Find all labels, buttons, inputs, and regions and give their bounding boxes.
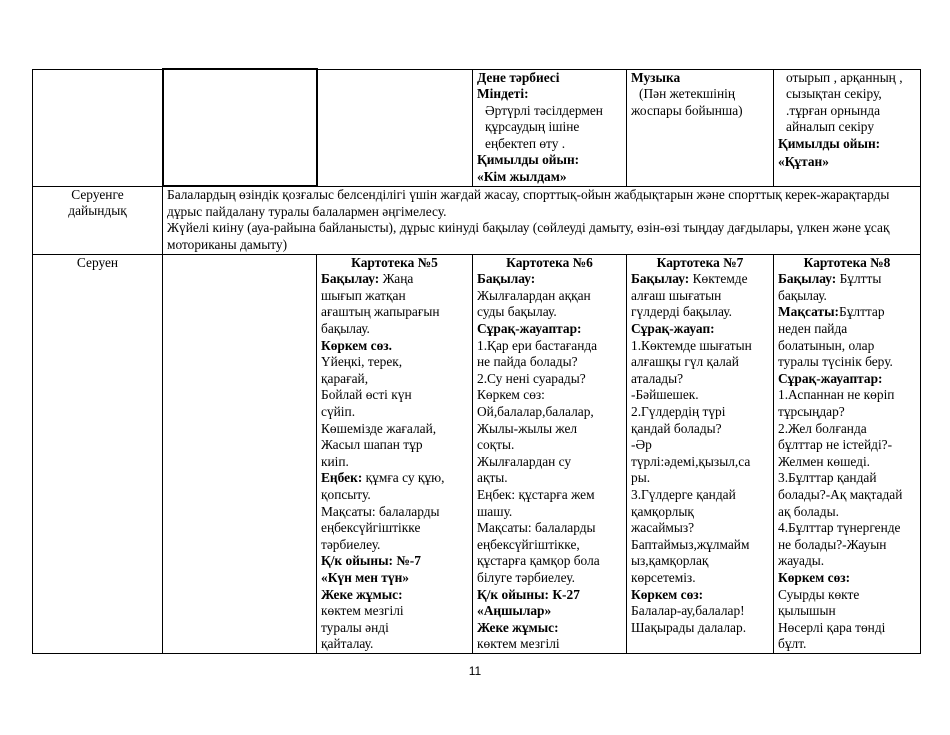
card-line: тұрсыңдар? [778,404,845,419]
card-line: көктем мезгілі [477,636,560,652]
music-line: (Пән жетекшінің [639,86,735,102]
card-line: Көркем сөз. [321,337,393,353]
card-line: киіп. [321,453,349,469]
walk-prep-text-cell [163,186,921,254]
card-line: Жылғалардан су [477,453,572,469]
card-line: Қ/к ойыны: К-27 [477,586,580,602]
card-line: болады?-Ақ мақтадай [778,486,903,502]
card-line: Балалар-ау,балалар! [631,603,745,619]
card-line: білуге тәрбиелеу. [477,569,575,585]
card-line: 1.Аспаннан не көріп [778,387,895,403]
pe-continued-cell [774,69,921,186]
card-line: «Күн мен түн» [321,569,409,585]
card-line: Жылғалардан аққан [477,287,591,303]
card-line: Шақырады далалар. [631,619,747,635]
card-line: Бақылау: Көктемде [631,271,748,287]
card-7-cell [627,254,774,653]
card-line: 2.Жел болғанда [778,420,867,436]
card-title: Картотека №8 [803,254,891,270]
pe-cont-line: отырып , арқанның , [786,69,903,85]
card-line: суды бақылау. [477,304,557,320]
card-line: Бақылау: Бұлтты [778,271,882,287]
card-line: көктем мезгілі [321,603,404,619]
card-line: 3.Гүлдерге қандай [631,486,736,502]
card-line: еңбексүйгіштікке [321,520,421,536]
card-line: Суырды көкте [778,586,860,602]
pe-line: «Кім жылдам» [477,169,567,185]
card-line: Бақылау: Жаңа [321,271,414,287]
card-line: Бойлай өсті күн [321,387,412,403]
card-title: Картотека №5 [351,254,438,270]
card-5-cell [317,254,473,653]
empty-cell [33,69,163,186]
pe-cont-line: «Құтан» [778,154,829,170]
table-row-walk-prep [33,186,921,254]
card-line: Жеке жұмыс: [321,586,403,602]
card-line: ақты. [477,470,508,486]
walk-prep-label-cell [33,186,163,254]
empty-cell [317,69,473,186]
card-line: ағаштың жапырағын [321,304,440,320]
card-line: Жылы-жылы жел [477,420,578,436]
card-line: Қ/к ойыны: №-7 [321,553,421,569]
card-line: ақ болады. [778,503,839,519]
card-line: еңбексүйгіштікке, [477,536,580,552]
music-line: жоспары бойынша) [631,102,743,118]
walk-label-cell [33,254,163,653]
card-line: 4.Бұлттар түнергенде [778,520,901,536]
card-line: қарағай, [321,370,369,386]
card-line: Бақылау: [477,271,536,287]
card-line: не болады?-Жауын [778,536,887,552]
pe-line: құрсаудың ішіне [485,119,580,135]
card-line: туралы әнді [321,619,389,635]
table-row-activities [33,69,921,186]
card-title: Картотека №6 [506,254,593,270]
music-cell [627,69,774,186]
card-line: 3.Бұлттар қандай [778,470,877,486]
card-line: бұлт. [778,636,807,652]
card-line: жауады. [778,553,825,569]
card-title: Картотека №7 [656,254,744,270]
empty-cell [163,69,317,186]
plan-table [32,68,921,654]
card-line: -Бәйшешек. [631,387,699,403]
card-line: 1.Көктемде шығатын [631,337,752,353]
page-number: 11 [468,664,482,678]
card-line: Жасыл шапан тұр [321,437,423,453]
pe-title: Дене тәрбиесі [477,69,560,85]
card-line: Еңбек: құстарға жем [477,486,595,502]
card-line: неден пайда [778,321,848,337]
pe-cont-line: Қимылды ойын: [778,135,881,151]
card-line: түрлі:әдемі,қызыл,са [631,453,751,469]
card-line: тәрбиелеу. [321,536,381,552]
card-line: алғаш шығатын [631,287,722,303]
card-line: Көшемізде жағалай, [321,420,437,436]
card-line: қылышын [778,603,836,619]
card-line: бұлттар не істейді?- [778,437,893,453]
card-line: «Аңшылар» [477,603,552,619]
empty-cell [163,254,317,653]
card-line: аталады? [631,370,684,386]
card-line: Еңбек: құмға су құю, [321,470,445,486]
card-line: шашу. [477,503,513,519]
card-line: қандай болады? [631,420,722,436]
card-line: Сұрақ-жауаптар: [778,370,883,386]
card-line: құстарға қамқор бола [477,553,600,569]
card-line: бақылау. [778,287,827,303]
pe-line: Әртүрлі тәсілдермен [485,102,603,118]
card-line: Ой,балалар,балалар, [477,404,594,419]
walk-prep-text: Балалардың өзіндік қозғалыс белсенділігі үшін жағдай жасау, спорттық-ойын жабдықтарын және спорттық керек-жарақтарды дұрыс пайдалану туралы балалармен әңгімелесу. [167,187,890,219]
card-line: Сұрақ-жауаптар: [477,321,582,337]
pe-cont-line: айналып секіру [786,119,875,135]
card-6-cell [473,254,627,653]
card-line: не пайда болады? [477,354,578,370]
card-line: қайталау. [321,636,374,652]
card-line: қамқорлық [631,503,694,519]
card-line: Желмен көшеді. [778,453,871,469]
card-line: туралы түсінік беру. [778,354,893,370]
pe-line: Міндеті: [477,86,529,102]
card-line: Нөсерлі қара төнді [778,619,886,635]
card-line: Баптаймыз,жұлмайм [631,536,750,552]
walk-prep-text: Жүйелі киіну (ауа-райына байланысты), дұрыс киінуді бақылау (сөйлеуді дамыту, өзін-өзі тыңдау дағдылары, үлкен және ұсақ моториканы дамыту) [167,220,890,252]
card-line: Сұрақ-жауап: [631,321,715,337]
card-line: Жеке жұмыс: [477,619,559,635]
card-line: 2.Су нені суарады? [477,370,586,386]
walk-label: Серуен [76,254,119,270]
card-8-cell [774,254,921,653]
walk-prep-label: Серуенге [71,186,124,202]
pe-cont-line: .тұрған орнында [786,102,881,118]
card-line: Көркем сөз: [477,387,545,403]
card-line: 2.Гүлдердің түрі [631,404,726,419]
card-line: Мақсаты:Бұлттар [778,304,885,320]
card-line: қопсыту. [321,486,371,502]
pe-cont-line: сызықтан секіру, [786,86,882,102]
card-line: жасаймыз? [631,520,695,536]
card-line: көрсетеміз. [631,569,696,585]
music-title: Музыка [631,69,681,85]
card-line: Көркем сөз: [631,586,704,602]
card-line: бақылау. [321,321,370,337]
table-row-walk [33,254,921,653]
card-line: шығып жатқан [321,287,406,303]
card-line: -Әр [631,437,652,453]
card-line: Мақсаты: балаларды [321,503,440,519]
card-line: 1.Қар ери бастағанда [477,337,598,353]
card-line: ры. [631,470,651,486]
card-line: соқты. [477,437,515,453]
pe-line: еңбектеп өту . [485,135,566,151]
card-line: Мақсаты: балаларды [477,520,596,536]
card-line: гүлдерді бақылау. [631,304,732,320]
card-line: алғашқы гүл қалай [631,354,739,370]
pe-cell [473,69,627,186]
card-line: ыз,қамқорлақ [631,553,709,569]
card-line: Көркем сөз: [778,569,851,585]
card-line: сүйіп. [321,404,356,419]
pe-line: Қимылды ойын: [477,152,580,168]
walk-prep-label: дайындық [68,203,127,219]
card-line: болатынын, олар [778,337,875,353]
card-line: Үйеңкі, терек, [321,354,403,370]
